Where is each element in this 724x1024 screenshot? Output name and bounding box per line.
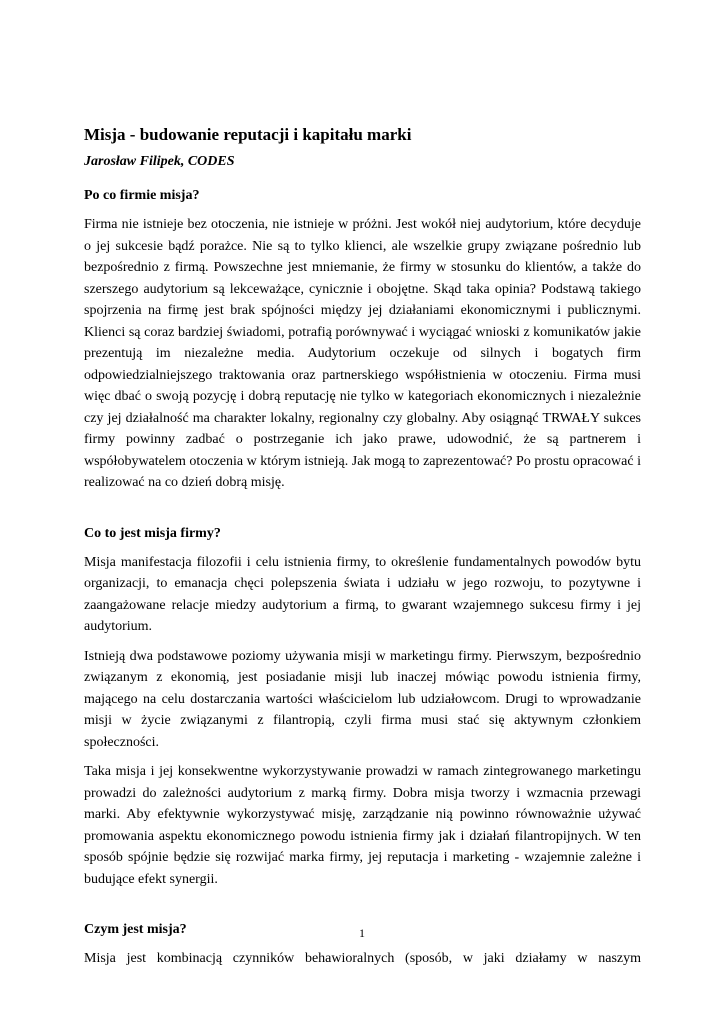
section-spacer: [84, 502, 641, 524]
section-paragraph: Istnieją dwa podstawowe poziomy używania misji w marketingu firmy. Pierwszym, bezpośrednio związanym z ekonomią, jest posiadanie misji lub inaczej mówiąc powodu istnienia firmy, mającego na celu dostarczania wartości właścicielom lub udziałowcom. Drugi to wprowadzanie misji w życie związanymi z filantropią, czyli firma musi stać się aktywnym członkiem społeczności.: [84, 648, 641, 750]
page-number: 1: [359, 926, 365, 940]
section-paragraph: Misja jest kombinacją czynników behawioralnych (sposób, w jaki działamy w naszym: [84, 951, 641, 966]
section-spacer: [84, 898, 641, 920]
document-page: [84, 124, 641, 978]
section-paragraph: Misja manifestacja filozofii i celu istnienia firmy, to określenie fundamentalnych powodów bytu organizacji, to emanacja chęci polepszenia świata i udziału w jego rozwoju, to pozytywne i zaangażowane relacje miedzy audytorium a firmą, to gwarant wzajemnego sukcesu firmy i jej audytorium.: [84, 554, 641, 634]
document-author: Jarosław Filipek, CODES: [84, 154, 235, 169]
section-heading: Czym jest misja?: [84, 922, 187, 937]
section-heading: Co to jest misja firmy?: [84, 525, 221, 541]
section-what-is-mission: [84, 524, 641, 891]
section-paragraph: Firma nie istnieje bez otoczenia, nie istnieje w próżni. Jest wokół niej audytorium, które decyduje o jej sukcesie bądź porażce. Nie są to tylko klienci, ale wszelkie grupy związane pośrednio lub bezpośrednio z firmą. Powszechne jest mniemanie, że firmy w stosunku do klientów, a także do szerszego audytorium są lekceważące, cynicznie i obojętne. Skąd taka opinia? Podstawą takiego spojrzenia na firmę jest brak spójności między jej działaniami ekonomicznymi i publicznymi. Klienci są coraz bardziej świadomi, potrafią porównywać i wyciągać wnioski z komunikatów jakie prezentują im niezależne media. Audytorium oczekuje od silnych i bogatych firm odpowiedzialniejszego traktowania oraz partnerskiego współistnienia w otoczeniu. Firma musi więc dbać o swoją pozycję i dobrą reputację nie tylko w kategoriach ekonomicznych i niezależnie czy jej działalność ma charakter lokalny, regionalny czy globalny. Aby osiągnąć TRWAŁY sukces firmy powinny zadbać o postrzeganie ich jako prawe, udowodnić, że są partnerem i współobywatelem otoczenia w którym istnieją. Jak mogą to zaprezentować? Po prostu opracować i realizować na co dzień dobrą misję.: [84, 217, 641, 490]
section-heading: Po co firmie misja?: [84, 188, 200, 203]
section-paragraph: Taka misja i jej konsekwentne wykorzystywanie prowadzi w ramach zintegrowanego marketingu prowadzi do zależności audytorium z marką firmy. Dobra misja tworzy i wzmacnia przewagi marki. Aby efektywnie wykorzystywać misję, zarządzanie nią powinno równoważnie używać promowania aspektu ekonomicznego powodu istnienia firmy jak i działań filantropijnych. W ten sposób spójnie będzie się rozwijać marka firmy, jej reputacja i marketing - wzajemnie zależne i budujące efekt synergii.: [84, 764, 641, 887]
document-title: Misja - budowanie reputacji i kapitału marki: [84, 125, 412, 144]
section-why-mission: [84, 186, 641, 494]
